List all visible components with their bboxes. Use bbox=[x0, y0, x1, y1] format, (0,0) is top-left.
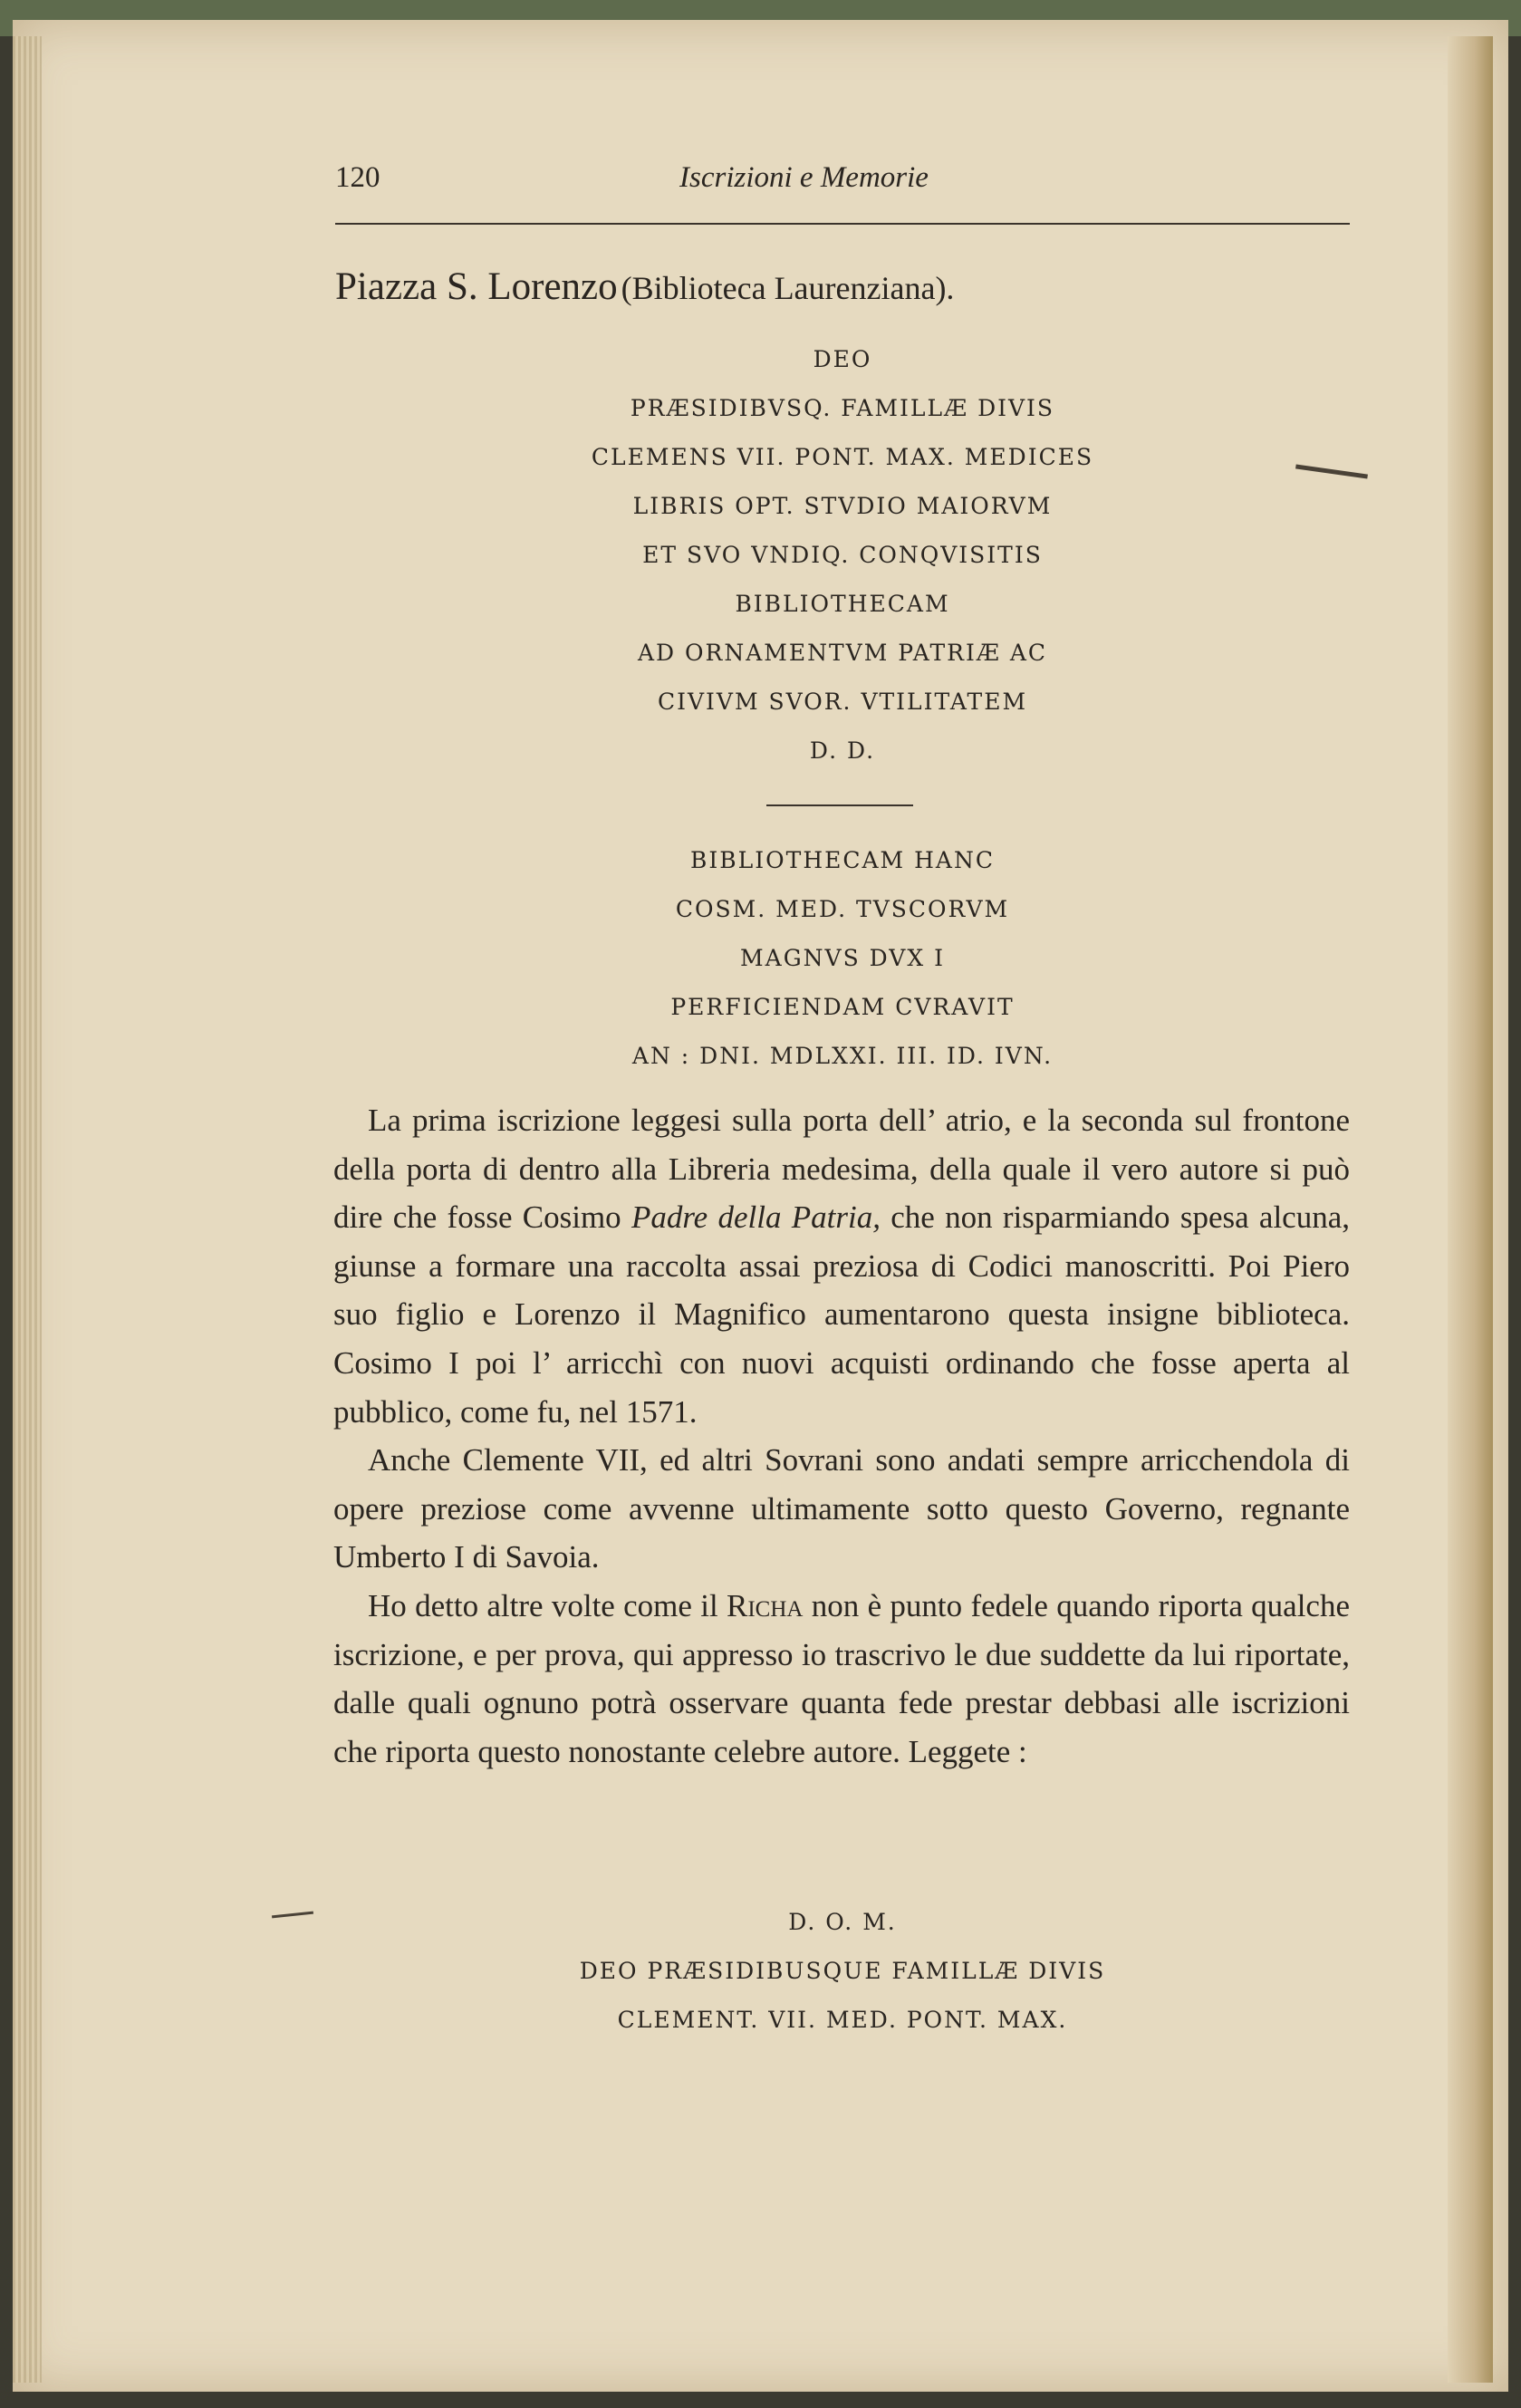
section-divider bbox=[766, 804, 913, 806]
inscription-line: BIBLIOTHECAM bbox=[735, 591, 950, 617]
inscription-line: LIBRIS OPT. STVDIO MAIORVM bbox=[632, 493, 1053, 519]
inscription-line: D. O. M. bbox=[788, 1909, 897, 1935]
inscription-line: COSM. MED. TVSCORVM bbox=[675, 896, 1010, 922]
inscription-line: CIVIVM SVOR. VTILITATEM bbox=[657, 689, 1028, 715]
paragraph-3-text-b: non è punto fedele quando riporta qualche iscrizione, e per prova, qui appresso io trascrivo le due suddette da lui riportate, dalle quali ognuno potrà osservare quanta fede prestar debbasi alle iscrizioni che riporta questo nonostante celebre autore. Leggete : bbox=[333, 1587, 1350, 1769]
inscription-line: DEO PRÆSIDIBUSQUE FAMILLÆ DIVIS bbox=[579, 1958, 1106, 1984]
inscription-line: PRÆSIDIBVSQ. FAMILLÆ DIVIS bbox=[630, 395, 1055, 421]
inscription-3 bbox=[335, 1898, 1350, 2045]
page-gutter bbox=[13, 36, 42, 2383]
inscription-line: D. D. bbox=[809, 737, 876, 764]
paragraph-1-text-b: che non risparmiando spesa alcuna, giunse a formare una raccolta assai preziosa di Codici manoscritti. Poi Piero suo figlio e Lorenzo il Magnifico aumentarono questa insigne biblioteca. Cosimo I poi l’ arricchì con nuovi acquisti ordinando che fosse aperta al pubblico, come fu, nel 1571. bbox=[333, 1199, 1350, 1430]
inscription-line: BIBLIOTHECAM HANC bbox=[690, 847, 995, 873]
inscription-line: ET SVO VNDIQ. CONQVISITIS bbox=[642, 542, 1043, 568]
inscription-line: MAGNVS DVX I bbox=[740, 945, 945, 971]
inscription-line: PERFICIENDAM CVRAVIT bbox=[670, 994, 1015, 1020]
inscription-line: CLEMENT. VII. MED. PONT. MAX. bbox=[617, 2007, 1068, 2033]
inscription-line: AN : DNI. MDLXXI. III. ID. IVN. bbox=[631, 1043, 1054, 1069]
inscription-line: AD ORNAMENTVM PATRIÆ AC bbox=[637, 640, 1048, 666]
running-title: Iscrizioni e Memorie bbox=[679, 161, 929, 194]
paragraph-3-text-a: Ho detto altre volte come il bbox=[368, 1587, 727, 1623]
inscription-line: DEO bbox=[813, 346, 872, 372]
paragraph-1-italic: Padre della Patria, bbox=[631, 1199, 881, 1236]
body-text bbox=[333, 1096, 1350, 1776]
page-right-edge bbox=[1448, 36, 1493, 2383]
section-heading bbox=[335, 265, 1350, 309]
inscription-line: CLEMENS VII. PONT. MAX. MEDICES bbox=[591, 444, 1094, 470]
heading-sub: (Biblioteca Laurenziana). bbox=[621, 270, 955, 306]
paragraph-1-text-a: La prima iscrizione leggesi sulla porta dell’ atrio, e la seconda sul frontone della porta di dentro alla Libreria medesima, della quale il vero autore si può dire che fosse Cosimo bbox=[333, 1103, 1350, 1236]
inscription-2 bbox=[335, 836, 1350, 1081]
heading-place: Piazza S. Lorenzo bbox=[335, 265, 618, 308]
paragraph-3 bbox=[333, 1582, 1350, 1776]
page-number: 120 bbox=[335, 161, 380, 194]
paragraph-3-smallcaps: Richa bbox=[727, 1587, 804, 1623]
page-header bbox=[335, 161, 1350, 216]
inscription-1 bbox=[335, 335, 1350, 775]
header-rule bbox=[335, 223, 1350, 225]
paragraph-1 bbox=[333, 1096, 1350, 1436]
paragraph-2: Anche Clemente VII, ed altri Sovrani sono andati sempre arricchendola di opere preziose come avvenne ultimamente sotto questo Governo, regnante Umberto I di Savoia. bbox=[333, 1442, 1350, 1575]
